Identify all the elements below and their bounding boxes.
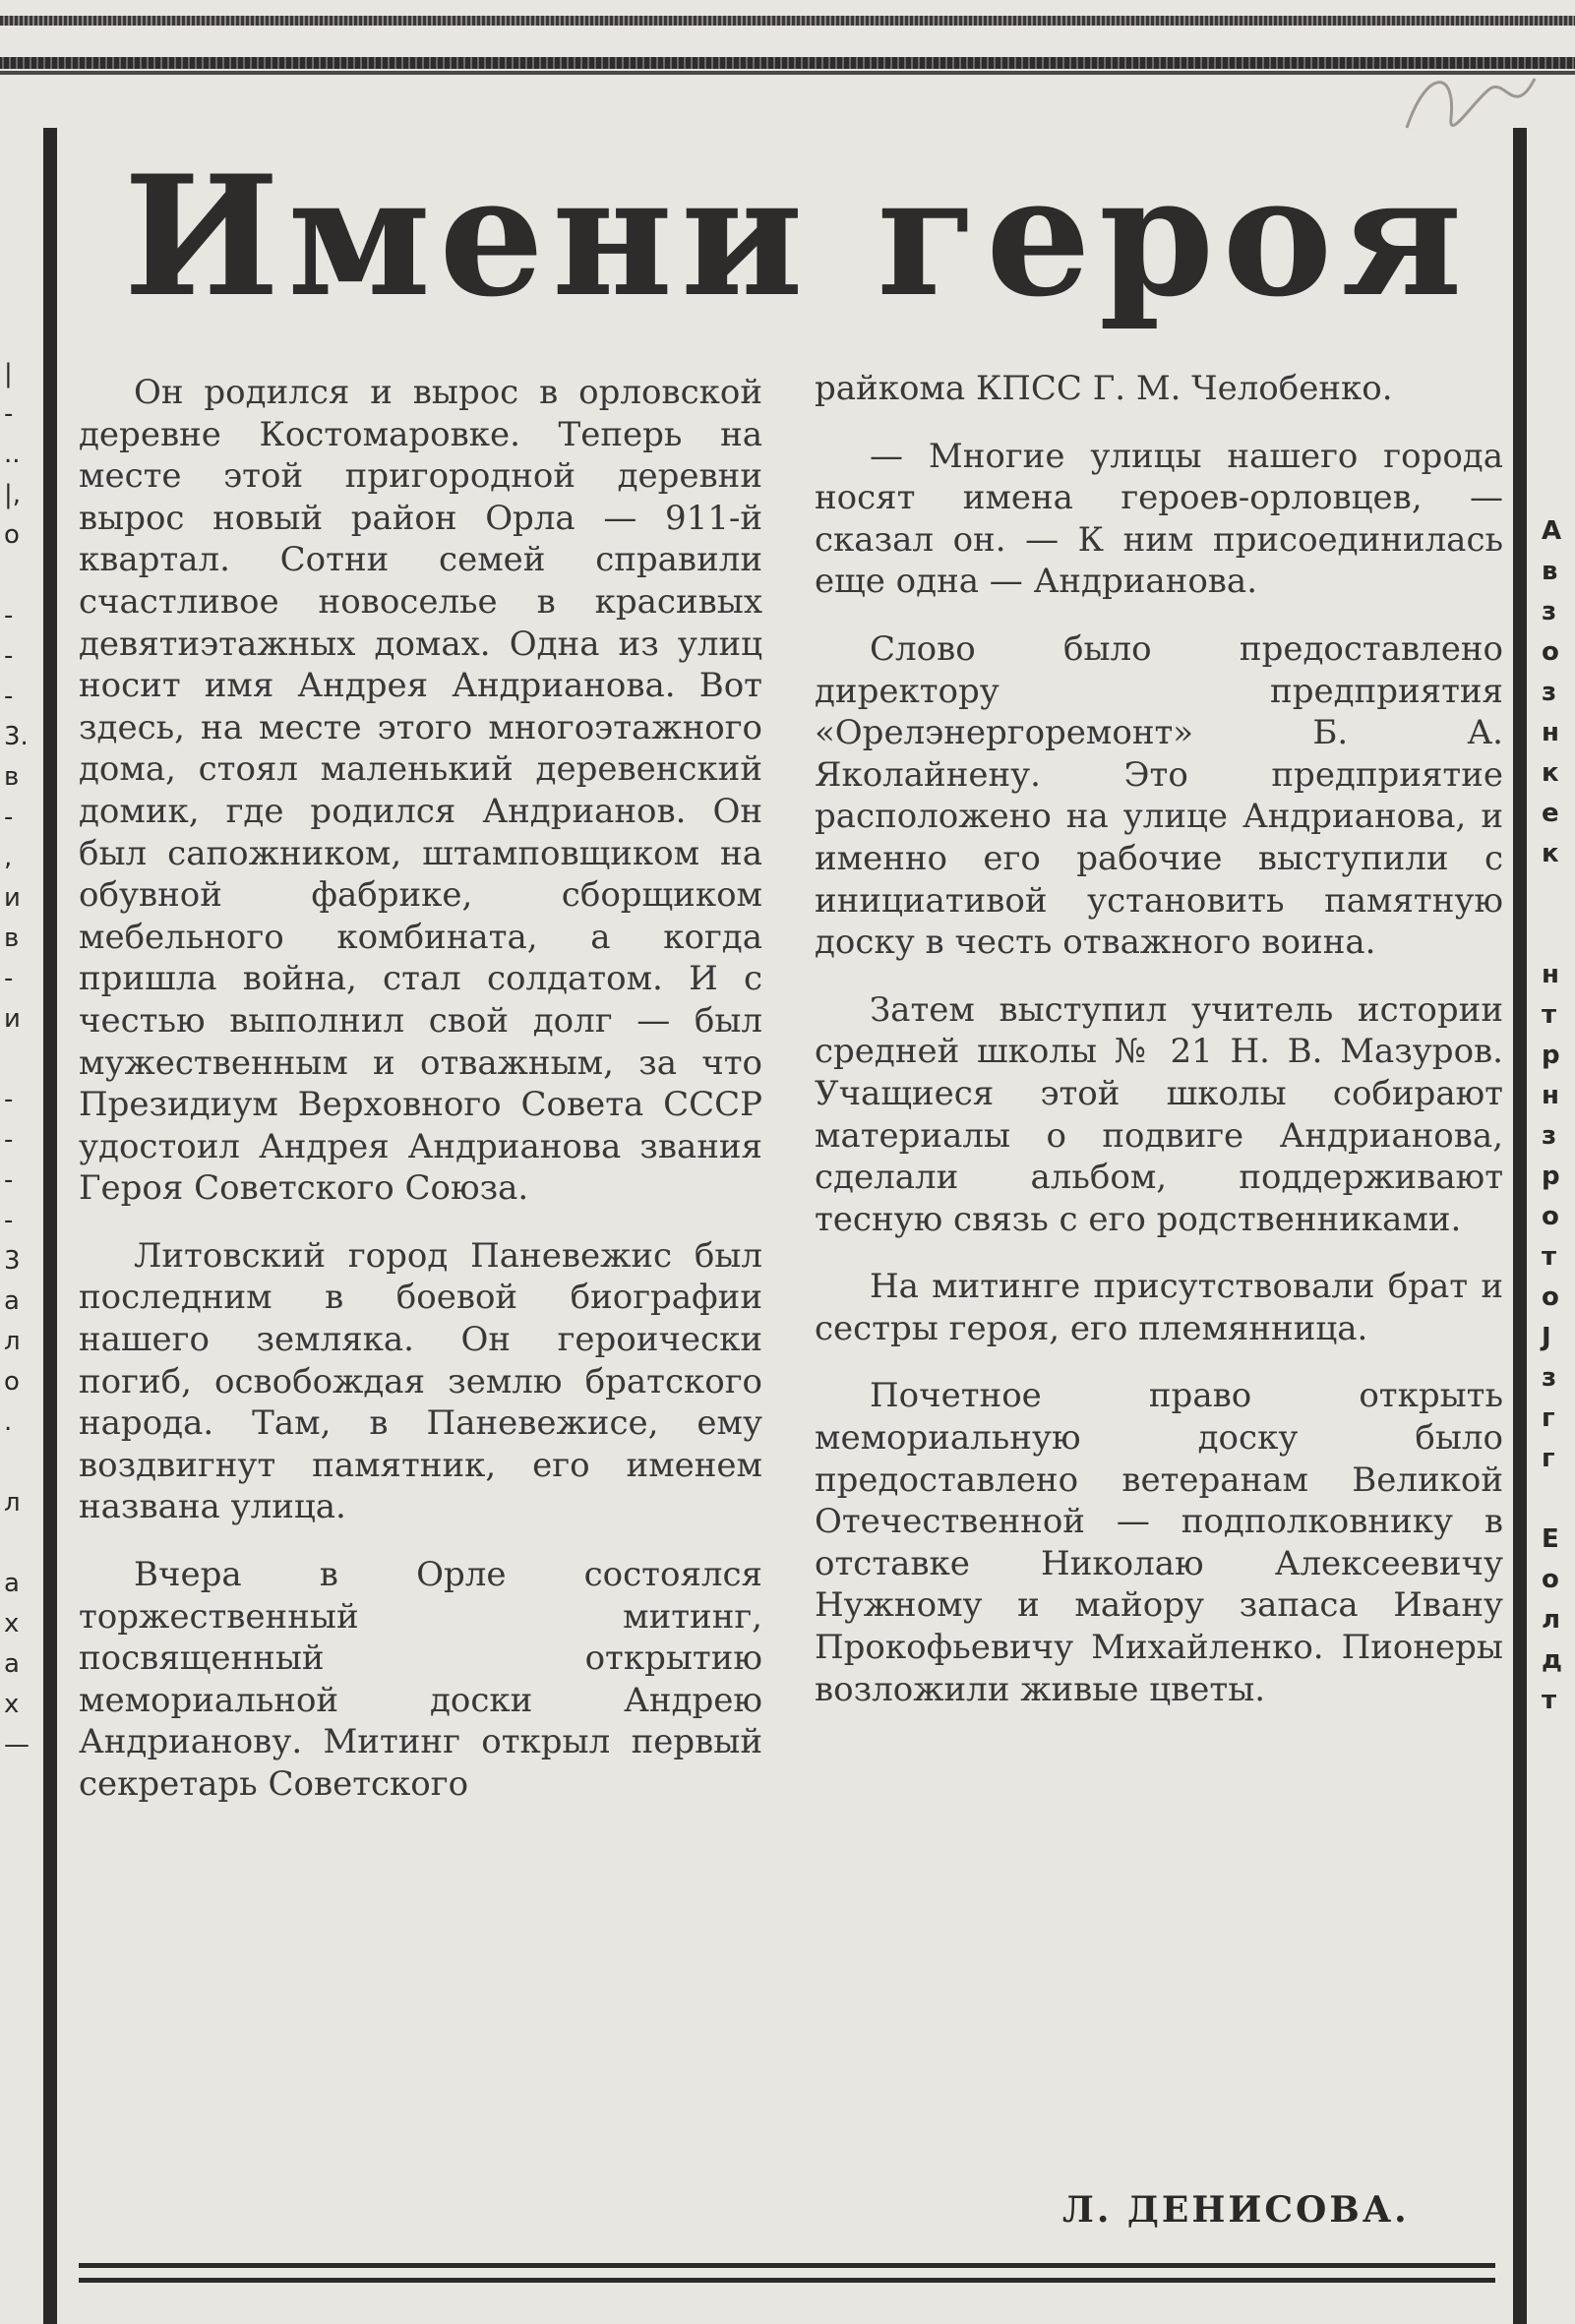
author-signature: Л. ДЕНИСОВА. (1062, 2189, 1410, 2231)
paragraph: Затем выступил учитель истории средней школы № 21 Н. В. Мазуров. Учащиеся этой школы собирают материалы о подвиге Андрианова, сделали альбом, поддерживают тесную связь с его родственниками. (815, 989, 1503, 1239)
paragraph: Литовский город Паневежис был последним в боевой биографии нашего земляка. Он героически погиб, освобождая землю братского народа. Там, в Паневежисе, ему воздвигнут памятник, его именем названа улица. (79, 1235, 762, 1527)
article-column-left (79, 372, 762, 1831)
paragraph: Слово было предоставлено директору предприятия «Орелэнергоремонт» Б. А. Яколайнену. Это предприятие расположено на улице Андрианова, и именно его рабочие выступили с инициативой установить памятную доску в честь отважного воина. (815, 628, 1503, 963)
paragraph: Почетное право открыть мемориальную доску было предоставлено ветеранам Великой Отечественной — подполковнику в отставке Николаю Алексеевичу Нужному и майору запаса Ивану Прокофьевичу Михайленко. Пионеры возложили живые цветы. (815, 1376, 1503, 1709)
top-border-rule (0, 16, 1575, 26)
article-headline: Имени героя (123, 139, 1471, 333)
adjacent-column-fragment: А в з о з н к е к н т р н з р о т о J з г г Е о л д т (1542, 516, 1562, 1715)
top-border-rule (0, 71, 1575, 75)
top-border-rule (0, 57, 1575, 69)
paragraph: Он родился и вырос в орловской деревне Костомаровке. Теперь на месте этой пригородной деревни вырос новый район Орла — 911-й квартал. Сотни семей справили счастливое новоселье в красивых девятиэтажных домах. Одна из улиц носит имя Андрея Андрианова. Вот здесь, на месте этого многоэтажного дома, стоял маленький деревенский домик, где родился Андрианов. Он был сапожником, штамповщиком на обувной фабрике, сборщиком мебельного комбината, а когда пришла война, стал солдатом. И с честью выполнил свой долг — был мужественным и отважным, за что Президиум Верховного Совета СССР удостоил Андрея Андрианова звания Героя Советского Союза. (79, 373, 762, 1209)
frame-left-border (43, 128, 57, 2324)
paragraph: — Многие улицы нашего города носят имена героев-орловцев, — сказал он. — К ним присоединилась еще одна — Андрианова. (815, 436, 1503, 602)
adjacent-column-fragment: | - .. |, o - - - 3. в - , и в - и - - - - 3 а л о . л а х а х — (4, 359, 30, 1759)
paragraph: райкома КПСС Г. М. Челобенко. (815, 369, 1393, 408)
paragraph: Вчера в Орле состоялся торжественный митинг, посвященный открытию мемориальной доски Андрею Андрианову. Митинг открыл первый секретарь Советского (79, 1555, 762, 1804)
bottom-border-rule (79, 2278, 1495, 2283)
article-column-right (815, 368, 1503, 1736)
paragraph: На митинге присутствовали брат и сестры героя, его племянница. (815, 1267, 1503, 1348)
frame-right-border (1513, 128, 1527, 2324)
bottom-border-rule (79, 2263, 1495, 2268)
